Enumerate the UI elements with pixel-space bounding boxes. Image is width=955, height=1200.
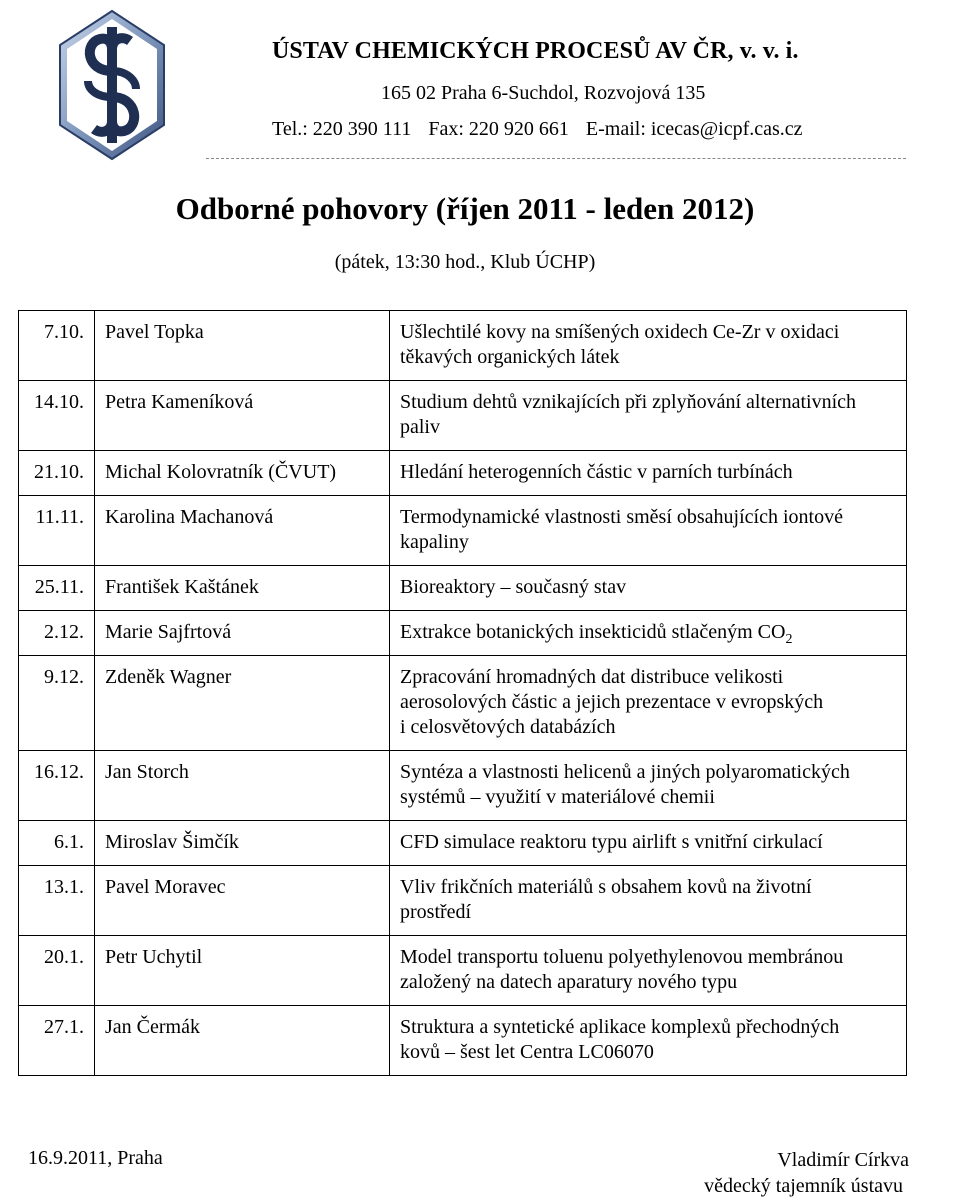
topic-line-text: CFD simulace reaktoru typu airlift s vnitřní cirkulací [400,831,823,853]
talk-date: 7.10. [19,311,95,381]
talk-date: 9.12. [19,656,95,751]
table-row [19,566,907,611]
topic-line [400,715,896,740]
topic-line [400,665,896,690]
talk-date: 21.10. [19,451,95,496]
talk-date: 2.12. [19,611,95,656]
talk-date: 16.12. [19,751,95,821]
institute-address: 165 02 Praha 6-Suchdol, Rozvojová 135 [381,82,706,104]
footer-place-date: 16.9.2011, Praha [28,1147,163,1169]
talk-date: 25.11. [19,566,95,611]
topic-line [400,575,896,600]
talk-topic [390,656,907,751]
topic-line [400,830,896,855]
table-row [19,821,907,866]
signer-role: vědecký tajemník ústavu [704,1175,903,1197]
page-title: Odborné pohovory (říjen 2011 - leden 2012) [175,191,755,226]
institute-name: ÚSTAV CHEMICKÝCH PROCESŮ AV ČR, v. v. i. [272,38,799,64]
topic-line [400,785,896,810]
table-row [19,936,907,1006]
talk-date: 14.10. [19,381,95,451]
talk-topic [390,866,907,936]
institute-contact [272,118,815,141]
talk-date: 27.1. [19,1006,95,1076]
talk-speaker: Zdeněk Wagner [95,656,390,751]
signer-name: Vladimír Církva [777,1149,909,1171]
topic-line [400,460,896,485]
talk-topic [390,751,907,821]
topic-line [400,970,896,995]
topic-line-text: Studium dehtů vznikajících při zplyňování alternativních [400,391,856,413]
topic-line-text: kovů – šest let Centra LC06070 [400,1041,654,1063]
table-row [19,451,907,496]
talk-topic [390,821,907,866]
talk-speaker: Pavel Topka [95,311,390,381]
topic-line-text: aerosolových částic a jejich prezentace v evropských [400,691,824,713]
talk-topic [390,611,907,656]
institute-logo [56,9,168,161]
talk-topic [390,381,907,451]
topic-line-text: Vliv frikčních materiálů s obsahem kovů na životní [400,876,812,898]
topic-line [400,900,896,925]
topic-line [400,320,896,345]
footer-signature [704,1147,909,1199]
talk-topic [390,311,907,381]
topic-line-text: systémů – využití v materiálové chemii [400,786,715,808]
talk-speaker: Petra Kameníková [95,381,390,451]
talk-topic [390,566,907,611]
topic-line-text: Model transportu toluenu polyethylenovou membránou [400,946,844,968]
talk-speaker: Marie Sajfrtová [95,611,390,656]
talk-topic [390,496,907,566]
topic-line-text: prostředí [400,901,472,923]
topic-line [400,390,896,415]
table-row [19,311,907,381]
table-row [19,496,907,566]
table-row [19,866,907,936]
talk-date: 11.11. [19,496,95,566]
table-row [19,1006,907,1076]
talk-speaker: František Kaštánek [95,566,390,611]
topic-line-text: Ušlechtilé kovy na smíšených oxidech Ce-Zr v oxidaci [400,321,840,343]
talk-speaker: Pavel Moravec [95,866,390,936]
table-row [19,611,907,656]
talk-topic [390,1006,907,1076]
table-row [19,751,907,821]
topic-line-text: Extrakce botanických insekticidů stlačeným CO [400,621,786,643]
topic-line [400,620,896,645]
topic-line [400,945,896,970]
header-separator [206,158,906,159]
talk-topic [390,451,907,496]
topic-line-text: kapaliny [400,531,469,553]
page-subtitle: (pátek, 13:30 hod., Klub ÚCHP) [334,251,596,273]
topic-line [400,875,896,900]
topic-line-text: těkavých organických látek [400,346,620,368]
topic-line-text: i celosvětových databázích [400,716,616,738]
topic-line-text: založený na datech aparatury nového typu [400,971,738,993]
topic-line [400,530,896,555]
subscript: 2 [785,632,793,647]
topic-line [400,1040,896,1065]
topic-line-text: Bioreaktory – současný stav [400,576,627,598]
talk-speaker: Petr Uchytil [95,936,390,1006]
topic-line-text: Zpracování hromadných dat distribuce velikosti [400,666,784,688]
phone-number: Tel.: 220 390 111 [272,118,412,140]
table-row [19,656,907,751]
topic-line-text: Hledání heterogenních částic v parních turbínách [400,461,793,483]
talk-speaker: Karolina Machanová [95,496,390,566]
talk-date: 6.1. [19,821,95,866]
table-row [19,381,907,451]
topic-line [400,505,896,530]
talk-topic [390,936,907,1006]
topic-line [400,690,896,715]
topic-line [400,415,896,440]
fax-number: Fax: 220 920 661 [428,118,569,140]
topic-line [400,1015,896,1040]
talk-speaker: Jan Čermák [95,1006,390,1076]
talk-speaker: Jan Storch [95,751,390,821]
topic-line-text: Termodynamické vlastnosti směsí obsahujících iontové [400,506,843,528]
talk-date: 13.1. [19,866,95,936]
topic-line [400,345,896,370]
topic-line-text: paliv [400,416,440,438]
email-address: E-mail: icecas@icpf.cas.cz [585,118,803,140]
schedule-table [18,310,907,1076]
topic-line-text: Syntéza a vlastnosti helicenů a jiných polyaromatických [400,761,850,783]
talk-date: 20.1. [19,936,95,1006]
schedule-body [19,311,907,1076]
topic-line-text: Struktura a syntetické aplikace komplexů přechodných [400,1016,840,1038]
talk-speaker: Miroslav Šimčík [95,821,390,866]
talk-speaker: Michal Kolovratník (ČVUT) [95,451,390,496]
topic-line [400,760,896,785]
